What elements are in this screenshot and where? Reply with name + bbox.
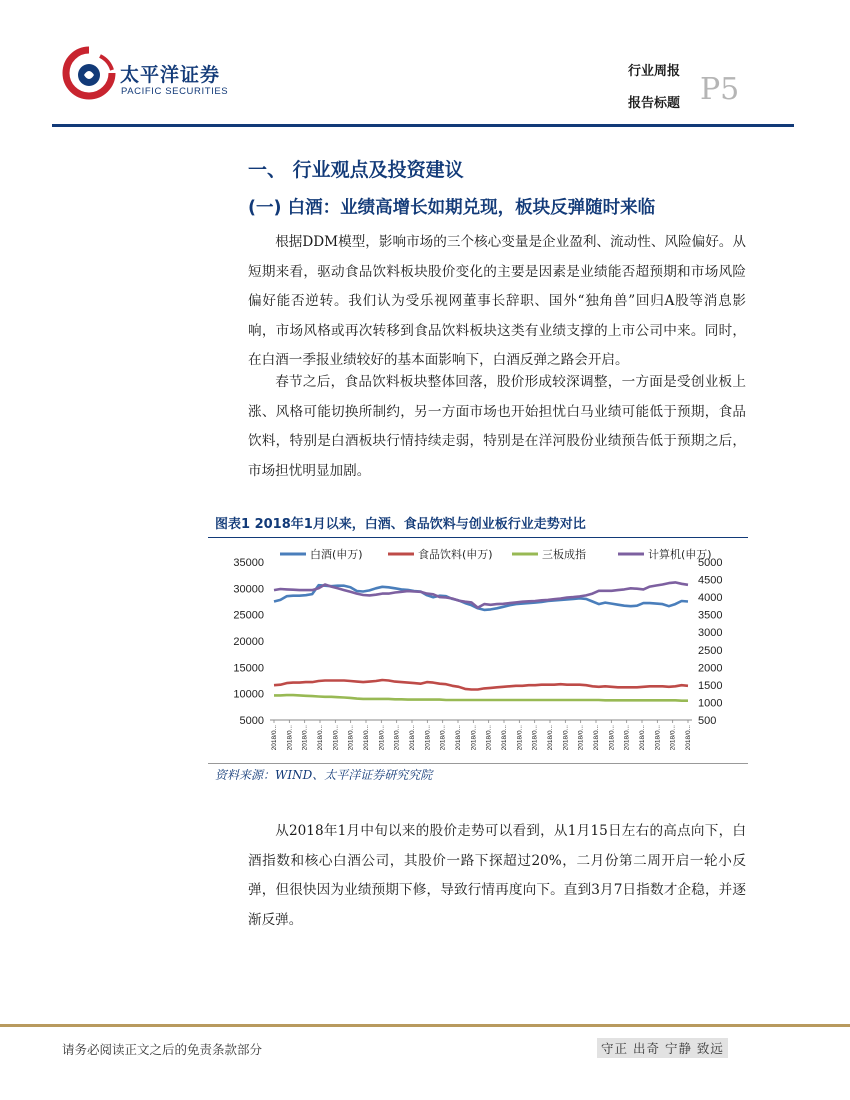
x-tick-label: 2018/0...	[378, 725, 386, 751]
x-tick-label: 2018/0...	[301, 725, 309, 751]
x-tick-label: 2018/0...	[562, 725, 570, 751]
x-tick-label: 2018/0...	[455, 725, 462, 751]
x-tick-label: 2018/0...	[470, 725, 478, 751]
y-right-tick-label: 2000	[698, 662, 723, 675]
y-right-tick-label: 1500	[698, 679, 723, 692]
y-left-tick-label: 5000	[239, 715, 264, 727]
x-tick-label: 2018/0...	[623, 725, 631, 751]
x-tick-label: 2018/0...	[317, 725, 324, 751]
x-tick-label: 2018/0...	[439, 725, 447, 751]
section-heading: 一、 行业观点及投资建议	[248, 159, 464, 181]
page-number: P5	[700, 72, 740, 107]
x-tick-label: 2018/0...	[547, 725, 554, 751]
x-tick-label: 2018/0...	[516, 725, 524, 751]
legend-label: 计算机(申万)	[648, 548, 712, 561]
x-tick-label: 2018/0...	[363, 725, 370, 751]
y-right-tick-label: 500	[698, 715, 717, 727]
y-right-tick-label: 1000	[698, 697, 723, 710]
x-tick-label: 2018/0...	[669, 725, 677, 751]
x-tick-label: 2018/0...	[608, 725, 616, 751]
figure-title: 图表1 2018年1月以来，白酒、食品饮料与创业板行业走势对比	[215, 517, 586, 532]
pacific-securities-logo-icon	[62, 46, 116, 100]
legend-label: 白酒(申万)	[310, 548, 363, 561]
subsection-heading: (一) 白酒：业绩高增长如期兑现，板块反弹随时来临	[248, 198, 656, 218]
x-tick-label: 2018/0...	[424, 725, 432, 751]
y-right-tick-label: 5000	[698, 557, 723, 569]
y-right-tick-label: 4500	[698, 574, 723, 587]
x-tick-label: 2018/0...	[485, 725, 493, 751]
footer-disclaimer: 请务必阅读正文之后的免责条款部分	[62, 1042, 263, 1057]
paragraph-2: 春节之后，食品饮料板块整体回落，股价形成较深调整，一方面是受创业板上涨、风格可能切换所制约，另一方面市场也开始担忧白马业绩可能低于预期，食品饮料，特别是白酒板块行情持续走弱，特别是在洋河股份业绩预告低于预期之后，市场担忧明显加剧。	[248, 374, 746, 479]
figure-top-rule	[208, 537, 748, 538]
x-tick-label: 2018/0...	[393, 725, 401, 751]
y-right-tick-label: 2500	[698, 644, 723, 657]
y-left-tick-label: 35000	[233, 557, 264, 569]
y-left-tick-label: 15000	[233, 662, 264, 675]
x-tick-label: 2018/0...	[685, 725, 692, 751]
series-line	[274, 695, 688, 701]
legend-label: 三板成指	[542, 548, 586, 561]
footer-divider	[0, 1024, 850, 1027]
report-type: 行业周报	[628, 64, 681, 79]
x-tick-label: 2018/0...	[654, 725, 662, 751]
x-tick-label: 2018/0...	[501, 725, 508, 751]
x-tick-label: 2018/0...	[347, 725, 355, 751]
x-tick-label: 2018/0...	[286, 725, 294, 751]
x-tick-label: 2018/0...	[531, 725, 539, 751]
y-right-tick-label: 3000	[698, 627, 723, 640]
x-tick-label: 2018/0...	[593, 725, 600, 751]
footer-motto: 守正 出奇 宁静 致远	[597, 1038, 728, 1058]
x-tick-label: 2018/0...	[639, 725, 646, 751]
y-left-tick-label: 20000	[233, 636, 264, 648]
logo-company-name: 太平洋证券	[120, 64, 221, 86]
paragraph-3: 从2018年1月中旬以来的股价走势可以看到，从1月15日左右的高点向下，白酒指数和核心白酒公司，其股价一路下探超过20%，二月份第二周开启一轮小反弹，但很快因为业绩预期下修，导致行情再度向下。直到3月7日指数才企稳，并逐渐反弹。	[248, 823, 746, 928]
y-right-tick-label: 3500	[698, 609, 723, 622]
x-tick-label: 2018/0...	[409, 725, 416, 751]
x-tick-label: 2018/0...	[332, 725, 340, 751]
y-left-tick-label: 25000	[233, 609, 264, 622]
x-tick-label: 2018/0...	[271, 725, 278, 751]
figure-source: 资料来源：WIND、太平洋证券研究究院	[215, 768, 433, 782]
logo-company-name-en: PACIFIC SECURITIES	[121, 86, 229, 97]
line-chart	[208, 540, 748, 762]
page-header	[0, 0, 850, 130]
paragraph-1: 根据DDM模型，影响市场的三个核心变量是企业盈利、流动性、风险偏好。从短期来看，驱动食品饮料板块股价变化的主要是因素是业绩能否超预期和市场风险偏好能否逆转。我们认为受乐视网董事长辞职、国外“独角兽”回归A股等消息影响，市场风格或再次转移到食品饮料板块这类有业绩支撑的上市公司中来。同时，在白酒一季报业绩较好的基本面影响下，白酒反弹之路会开启。	[248, 234, 746, 368]
legend-label: 食品饮料(申万)	[418, 548, 493, 561]
x-tick-label: 2018/0...	[577, 725, 585, 751]
y-left-tick-label: 30000	[233, 583, 264, 596]
y-right-tick-label: 4000	[698, 592, 723, 605]
report-title: 报告标题	[628, 96, 681, 111]
series-line	[274, 680, 688, 690]
y-left-tick-label: 10000	[233, 688, 264, 701]
figure-bottom-rule	[208, 763, 748, 764]
header-divider	[52, 124, 794, 127]
